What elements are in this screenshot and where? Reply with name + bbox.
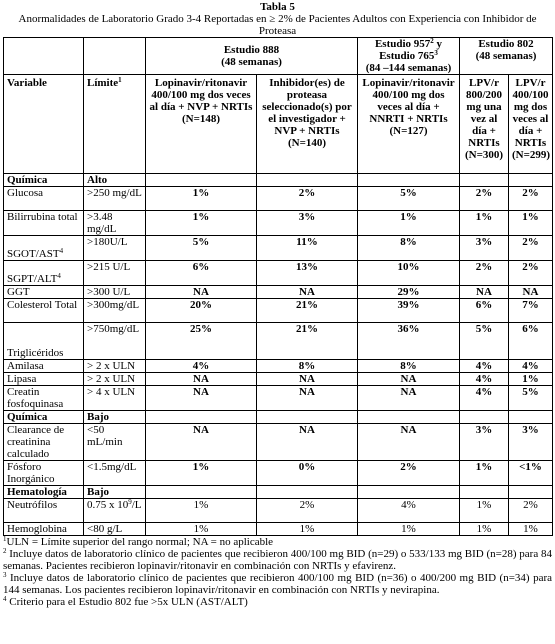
table-row	[4, 373, 553, 386]
empty-cell	[509, 174, 553, 187]
value-cell: 1%	[257, 523, 358, 536]
value-cell: 1%	[358, 211, 460, 236]
limit-cell	[84, 424, 146, 461]
value-cell: 6%	[146, 261, 257, 286]
limit-cell	[84, 187, 146, 211]
value-cell: 1%	[460, 461, 509, 486]
variable-cell	[4, 299, 84, 323]
footnote-4-sup: 4	[3, 595, 7, 603]
value-cell: 1%	[358, 523, 460, 536]
table-title-block	[0, 0, 555, 37]
footnote-1-text: ULN = Límite superior del rango normal; NA = no aplicable	[6, 536, 274, 548]
empty-cell	[257, 174, 358, 187]
value-cell: NA	[257, 286, 358, 299]
value-cell: 7%	[509, 299, 553, 323]
value-cell: 4%	[460, 373, 509, 386]
variable-name: Neutrófilos	[7, 499, 58, 511]
table-row	[4, 461, 553, 486]
empty-corner	[4, 38, 84, 75]
limit-value: 0.75 x 10	[87, 499, 129, 511]
limit-cell	[84, 360, 146, 373]
variable-cell	[4, 261, 84, 286]
empty-cell	[460, 411, 509, 424]
value-cell: NA	[257, 424, 358, 461]
table-caption: Anormalidades de Laboratorio Grado 3-4 Reportadas en ≥ 2% de Pacientes Adultos con Experiencia con Inhibidor de Proteasa	[18, 13, 537, 37]
study-957-sup: 2	[430, 37, 434, 45]
value-cell: NA	[358, 373, 460, 386]
value-cell: NA	[358, 424, 460, 461]
limit-value: >180U/L	[87, 236, 128, 248]
footnote-2-text: Incluye datos de laboratorio clínico de pacientes que recibieron 400/100 mg BID (n=29) o 533/133 mg BID (n=28) para 84 semanas. Pacientes recibieron lopinavir/ritonavir en combinación con NRTIs y efavirenz.	[3, 548, 552, 572]
table-row	[4, 424, 553, 461]
table-row	[4, 360, 553, 373]
value-cell: 25%	[146, 323, 257, 360]
limit-value: >3.48 mg/dL	[87, 211, 117, 235]
variable-cell	[4, 211, 84, 236]
value-cell: 21%	[257, 299, 358, 323]
variable-name: Colesterol Total	[7, 299, 78, 311]
section-label: Química	[4, 174, 84, 187]
limit-value: >250 mg/dL	[87, 187, 142, 199]
empty-corner	[84, 38, 146, 75]
empty-cell	[257, 486, 358, 499]
study-802-label: Estudio 802	[478, 38, 534, 50]
value-cell: NA	[146, 373, 257, 386]
value-cell: 1%	[146, 211, 257, 236]
limit-unit: /L	[131, 499, 142, 511]
empty-cell	[358, 411, 460, 424]
empty-cell	[146, 411, 257, 424]
table-row	[4, 261, 553, 286]
variable-name: GGT	[7, 286, 30, 298]
value-cell: 4%	[460, 386, 509, 411]
table-row	[4, 323, 553, 360]
value-cell: 8%	[358, 236, 460, 261]
limit-cell	[84, 211, 146, 236]
value-cell: 1%	[460, 211, 509, 236]
column-header-row	[4, 75, 553, 174]
value-cell: 11%	[257, 236, 358, 261]
study-802-weeks: (48 semanas)	[475, 50, 537, 62]
variable-name: Hemoglobina	[7, 523, 67, 535]
table-row	[4, 499, 553, 523]
value-cell: 1%	[460, 499, 509, 523]
footnotes	[3, 536, 552, 608]
value-cell: NA	[358, 386, 460, 411]
table-row	[4, 211, 553, 236]
limit-cell	[84, 299, 146, 323]
value-cell: 10%	[358, 261, 460, 286]
variable-cell	[4, 461, 84, 486]
col3-header: Lopinavir/ritonavir 400/100 mg dos veces al día + NNRTI + NRTIs (N=127)	[358, 75, 460, 174]
limit-value: >215 U/L	[87, 261, 131, 273]
study-957-header	[358, 38, 460, 75]
variable-name: Lipasa	[7, 373, 37, 385]
limit-cell	[84, 261, 146, 286]
value-cell: NA	[509, 286, 553, 299]
footnote-3-text: Incluye datos de laboratorio clínico de pacientes que recibieron 400/100 mg BID (n=36) o 400/200 mg BID (n=34) para 144 semanas. Los pacientes recibieron lopinavir/ritonavir en combinación con NRTIs y nevirapina.	[3, 572, 552, 596]
table-row	[4, 523, 553, 536]
chemistry-high-rows	[4, 187, 553, 411]
value-cell: NA	[146, 286, 257, 299]
empty-cell	[257, 411, 358, 424]
variable-name: Fósforo Inorgánico	[7, 461, 55, 485]
limit-cell	[84, 286, 146, 299]
empty-cell	[146, 174, 257, 187]
limit-value: <80 g/L	[87, 523, 123, 535]
limit-cell	[84, 373, 146, 386]
value-cell: 5%	[509, 386, 553, 411]
footnote-3	[3, 572, 552, 596]
variable-cell	[4, 499, 84, 523]
limit-value: >300mg/dL	[87, 299, 140, 311]
variable-sup: 4	[57, 272, 61, 280]
variable-name: SGOT/AST	[7, 248, 60, 260]
limit-cell	[84, 323, 146, 360]
footnote-1	[3, 536, 552, 548]
study-957-conj: y	[433, 38, 443, 50]
value-cell: 3%	[257, 211, 358, 236]
variable-cell	[4, 286, 84, 299]
value-cell: 20%	[146, 299, 257, 323]
variable-name: Clearance de creatinina calculado	[7, 424, 65, 460]
value-cell: 2%	[509, 499, 553, 523]
table-row	[4, 299, 553, 323]
empty-cell	[358, 174, 460, 187]
table-row	[4, 386, 553, 411]
value-cell: 3%	[460, 236, 509, 261]
variable-cell	[4, 386, 84, 411]
col4-header: LPV/r 800/200 mg una vez al día + NRTIs (N=300)	[460, 75, 509, 174]
value-cell: 5%	[460, 323, 509, 360]
study-802-header	[460, 38, 553, 75]
variable-cell	[4, 523, 84, 536]
value-cell: 1%	[460, 523, 509, 536]
limit-value: > 4 x ULN	[87, 386, 136, 398]
col1-header: Lopinavir/ritonavir 400/100 mg dos veces al día + NVP + NRTIs (N=148)	[146, 75, 257, 174]
value-cell: 39%	[358, 299, 460, 323]
table-number: Tabla 5	[260, 1, 295, 13]
study-957-weeks: (84 –144 semanas)	[365, 62, 452, 74]
value-cell: 1%	[146, 499, 257, 523]
variable-cell	[4, 187, 84, 211]
study-957-label: Estudio 957	[374, 38, 431, 50]
table-row	[4, 187, 553, 211]
empty-cell	[509, 411, 553, 424]
footnote-2	[3, 548, 552, 572]
value-cell: 4%	[509, 360, 553, 373]
empty-cell	[460, 486, 509, 499]
limit-cell	[84, 461, 146, 486]
limit-cell	[84, 523, 146, 536]
limit-sup: 9	[128, 498, 132, 506]
value-cell: 29%	[358, 286, 460, 299]
value-cell: 13%	[257, 261, 358, 286]
section-row-quimica-alto	[4, 174, 553, 187]
value-cell: 4%	[460, 360, 509, 373]
value-cell: 5%	[358, 187, 460, 211]
variable-name: Bilirrubina total	[7, 211, 78, 223]
empty-cell	[509, 486, 553, 499]
variable-name: Triglicéridos	[7, 347, 64, 359]
value-cell: 1%	[146, 187, 257, 211]
value-cell: <1%	[509, 461, 553, 486]
study-888-header	[146, 38, 358, 75]
col5-header: LPV/r 400/100 mg dos veces al día + NRTIs (N=299)	[509, 75, 553, 174]
variable-name: Creatin fosfoquinasa	[7, 386, 64, 410]
section-sublabel: Bajo	[84, 486, 146, 499]
footnote-4-text: Criterio para el Estudio 802 fue >5x ULN (AST/ALT)	[6, 596, 248, 608]
table-row	[4, 286, 553, 299]
limit-cell	[84, 386, 146, 411]
footnote-3-sup: 3	[3, 571, 7, 579]
value-cell: 21%	[257, 323, 358, 360]
empty-cell	[460, 174, 509, 187]
limit-value: > 2 x ULN	[87, 373, 136, 385]
value-cell: 4%	[358, 499, 460, 523]
value-cell: 1%	[509, 523, 553, 536]
variable-name: Glucosa	[7, 187, 44, 199]
study-765-sup: 3	[434, 49, 438, 57]
value-cell: 2%	[358, 461, 460, 486]
variable-name: Amilasa	[7, 360, 44, 372]
value-cell: 2%	[509, 236, 553, 261]
footnote-2-sup: 2	[3, 547, 7, 555]
value-cell: 36%	[358, 323, 460, 360]
value-cell: 2%	[460, 187, 509, 211]
chemistry-low-rows	[4, 424, 553, 486]
section-label: Química	[4, 411, 84, 424]
value-cell: 2%	[509, 261, 553, 286]
variable-header: Variable	[4, 75, 84, 174]
value-cell: 2%	[460, 261, 509, 286]
value-cell: NA	[257, 386, 358, 411]
value-cell: 1%	[146, 523, 257, 536]
variable-cell	[4, 424, 84, 461]
value-cell: 6%	[509, 323, 553, 360]
limit-cell	[84, 236, 146, 261]
value-cell: 3%	[460, 424, 509, 461]
value-cell: 0%	[257, 461, 358, 486]
value-cell: 5%	[146, 236, 257, 261]
section-row-quimica-bajo	[4, 411, 553, 424]
variable-sup: 4	[59, 247, 64, 255]
hematology-rows	[4, 499, 553, 536]
limit-value: >300 U/L	[87, 286, 131, 298]
value-cell: 2%	[257, 499, 358, 523]
value-cell: 2%	[509, 187, 553, 211]
lab-abnormalities-table	[3, 37, 553, 536]
empty-cell	[146, 486, 257, 499]
limit-cell	[84, 499, 146, 523]
value-cell: NA	[257, 373, 358, 386]
value-cell: 3%	[509, 424, 553, 461]
footnote-1-sup: 1	[3, 535, 7, 543]
study-765-label: Estudio 765	[379, 50, 435, 62]
value-cell: 4%	[146, 360, 257, 373]
limit-header	[84, 75, 146, 174]
value-cell: 8%	[358, 360, 460, 373]
study-header-row	[4, 38, 553, 75]
value-cell: NA	[146, 386, 257, 411]
variable-name: SGPT/ALT	[7, 273, 58, 285]
study-888-weeks: (48 semanas)	[221, 56, 282, 68]
section-label: Hematología	[4, 486, 84, 499]
col2-header: Inhibidor(es) de proteasa seleccionado(s) por el investigador + NVP + NRTIs (N=140)	[257, 75, 358, 174]
study-888-label: Estudio 888	[223, 44, 280, 56]
value-cell: 1%	[509, 211, 553, 236]
value-cell: NA	[460, 286, 509, 299]
value-cell: NA	[146, 424, 257, 461]
value-cell: 2%	[257, 187, 358, 211]
value-cell: 1%	[146, 461, 257, 486]
variable-cell	[4, 323, 84, 360]
variable-cell	[4, 236, 84, 261]
section-sublabel: Bajo	[84, 411, 146, 424]
footnote-4	[3, 596, 552, 608]
limit-header-sup: 1	[118, 76, 122, 84]
variable-cell	[4, 360, 84, 373]
value-cell: 8%	[257, 360, 358, 373]
variable-cell	[4, 373, 84, 386]
section-row-hematologia	[4, 486, 553, 499]
limit-value: <50 mL/min	[87, 424, 123, 448]
table-row	[4, 236, 553, 261]
limit-header-label: Límite	[87, 77, 119, 89]
empty-cell	[358, 486, 460, 499]
value-cell: 1%	[509, 373, 553, 386]
limit-value: <1.5mg/dL	[87, 461, 137, 473]
value-cell: 6%	[460, 299, 509, 323]
limit-value: > 2 x ULN	[87, 360, 136, 372]
limit-value: >750mg/dL	[87, 323, 140, 335]
section-sublabel: Alto	[84, 174, 146, 187]
